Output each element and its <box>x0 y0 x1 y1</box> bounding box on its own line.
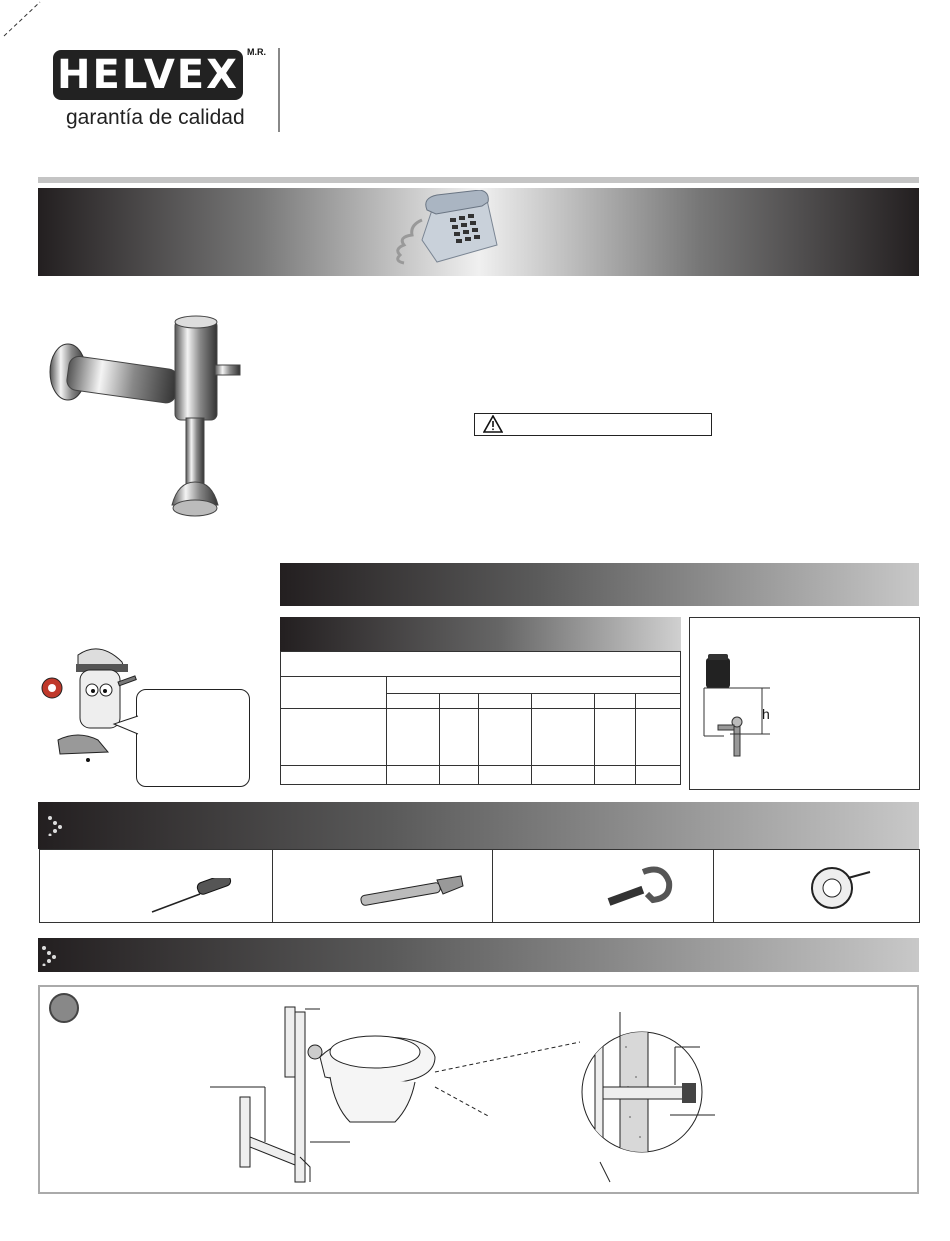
speech-bubble-tail <box>112 714 140 736</box>
spec-cell <box>387 766 440 785</box>
spec-cell <box>595 766 636 785</box>
tool-card-teflon-tape <box>713 849 920 923</box>
teflon-tape-icon <box>804 862 874 912</box>
toilet-installation-drawing <box>210 997 580 1197</box>
warning-triangle-icon <box>483 415 503 433</box>
plumber-mascot-image <box>38 640 138 765</box>
spec-cell <box>636 766 681 785</box>
top-rule <box>38 177 919 183</box>
arrow-dots-icon <box>46 814 64 836</box>
tool-card-screwdriver <box>39 849 274 923</box>
spec-table <box>280 651 681 785</box>
mascot-speech-bubble <box>136 689 250 787</box>
install-section-header <box>38 938 919 972</box>
flush-valve-image <box>40 310 255 525</box>
spec-table-title-row <box>281 652 681 677</box>
step-circle-icon <box>48 992 82 1026</box>
tool-card-pipe-wrench <box>272 849 494 923</box>
tools-section-header <box>38 802 919 849</box>
spec-row-label <box>281 766 387 785</box>
pipe-cutter-icon <box>603 864 683 914</box>
spec-table-group-header <box>387 677 681 694</box>
height-label: h <box>762 706 770 722</box>
spec-col-6 <box>636 694 681 709</box>
height-diagram <box>689 617 920 790</box>
spec-cell <box>595 709 636 766</box>
spec-col-3 <box>479 694 532 709</box>
trademark: M.R. <box>247 47 266 57</box>
pipe-wrench-icon <box>357 872 467 912</box>
arrow-dots-icon <box>40 944 58 966</box>
tool-card-pipe-cutter <box>492 849 715 923</box>
install-step-panel <box>38 985 919 1194</box>
spec-row-label <box>281 709 387 766</box>
spec-cell <box>440 709 479 766</box>
spec-section-header <box>280 563 919 606</box>
header-divider <box>278 48 280 132</box>
spec-col-5 <box>595 694 636 709</box>
spec-subheader <box>280 617 681 651</box>
spec-cell <box>440 766 479 785</box>
screwdriver-icon <box>150 878 250 918</box>
crop-mark <box>0 0 45 40</box>
spec-cell <box>532 709 595 766</box>
telephone-icon <box>392 190 502 272</box>
spec-cell <box>532 766 595 785</box>
brand-tagline: garantía de calidad <box>66 106 245 129</box>
warning-box <box>474 413 712 436</box>
spec-cell <box>387 709 440 766</box>
spec-cell <box>479 709 532 766</box>
spec-col-1 <box>387 694 440 709</box>
brand-logo: HELVEX <box>53 50 243 100</box>
spec-col-4 <box>532 694 595 709</box>
spec-table-header-cell <box>281 677 387 709</box>
height-diagram-drawing <box>690 618 919 789</box>
wall-connection-detail <box>570 1007 770 1187</box>
spec-col-2 <box>440 694 479 709</box>
spec-cell <box>479 766 532 785</box>
spec-cell <box>636 709 681 766</box>
